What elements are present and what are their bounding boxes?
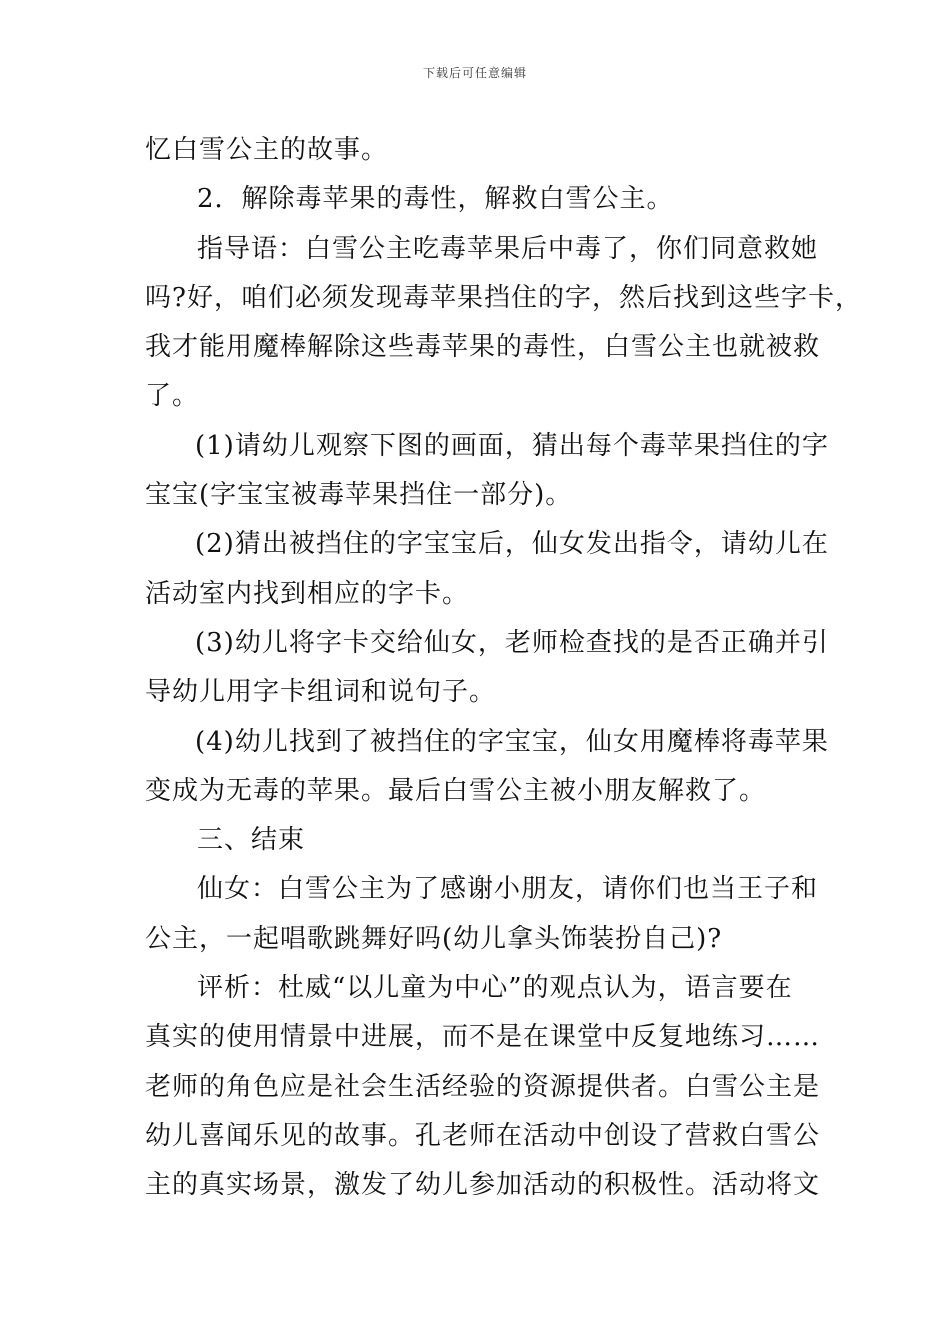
- section-heading: 三、结束: [197, 825, 306, 856]
- text-line: 仙女：白雪公主为了感谢小朋友，请你们也当王子和: [197, 874, 819, 905]
- text-line: 老师的角色应是社会生活经验的资源提供者。白雪公主是: [145, 1071, 821, 1102]
- text-line: 公主，一起唱歌跳舞好吗(幼儿拿头饰装扮自己)?: [145, 923, 723, 954]
- text-line: 2．解除毒苹果的毒性，解救白雪公主。: [197, 184, 674, 215]
- text-line: 忆白雪公主的故事。: [145, 135, 389, 165]
- text-line: (4)幼儿找到了被挡住的字宝宝，仙女用魔棒将毒苹果: [195, 726, 829, 757]
- text-line: 幼儿喜闻乐见的故事。孔老师在活动中创设了营救白雪公: [145, 1120, 821, 1151]
- text-line: 我才能用魔棒解除这些毒苹果的毒性，白雪公主也就被救: [145, 332, 821, 363]
- page-header: 下载后可任意编辑: [422, 66, 527, 80]
- text-line: 活动室内找到相应的字卡。: [145, 578, 470, 609]
- text-line: (3)幼儿将字卡交给仙女，老师检查找的是否正确并引: [195, 627, 829, 658]
- text-line: (2)猜出被挡住的字宝宝后，仙女发出指令，请幼儿在: [195, 529, 829, 560]
- text-line: 主的真实场景，激发了幼儿参加活动的积极性。活动将文: [145, 1170, 821, 1201]
- text-line: 指导语：白雪公主吃毒苹果后中毒了，你们同意救她: [197, 233, 819, 264]
- text-line: 评析：杜威“以儿童为中心”的观点认为，语言要在: [197, 973, 793, 1004]
- text-line: 吗?好，咱们必须发现毒苹果挡住的字，然后找到这些字卡，: [145, 282, 862, 313]
- text-line: 了。: [145, 381, 200, 412]
- text-line: 导幼儿用字卡组词和说句子。: [145, 677, 497, 708]
- text-line: 真实的使用情景中进展，而不是在课堂中反复地练习……: [145, 1022, 821, 1053]
- text-line: (1)请幼儿观察下图的画面，猜出每个毒苹果挡住的字: [195, 430, 829, 461]
- text-line: 变成为无毒的苹果。最后白雪公主被小朋友解救了。: [145, 775, 767, 806]
- text-line: 宝宝(字宝宝被毒苹果挡住一部分)。: [145, 480, 573, 511]
- document-body: [145, 126, 862, 1211]
